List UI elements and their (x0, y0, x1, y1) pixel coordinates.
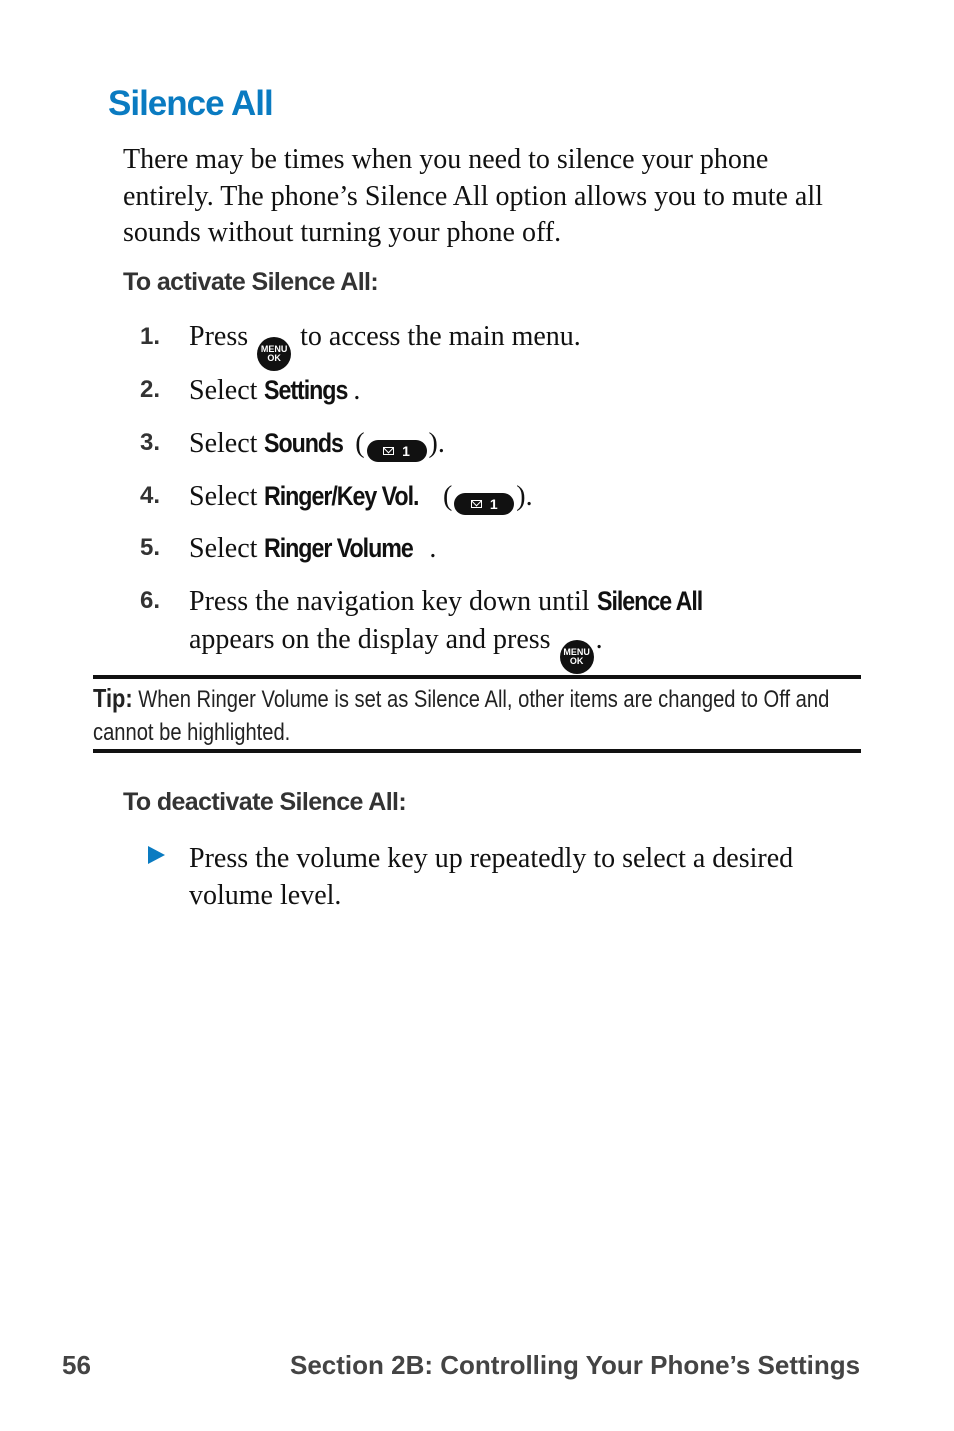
key-1-icon: 1 (367, 440, 427, 462)
step-number: 6. (140, 587, 161, 614)
step-3: 3. Select Sounds ( 1 ). (140, 424, 860, 463)
step-number: 5. (140, 534, 161, 561)
deactivate-heading: To deactivate Silence All: (123, 788, 407, 816)
step-number: 2. (140, 376, 161, 403)
intro-paragraph: There may be times when you need to silence your phone entirely. The phone’s Silence All option allows you to mute all sounds without turning your phone off. (123, 144, 823, 248)
step-2 (140, 371, 860, 410)
step-number: 4. (140, 482, 161, 509)
step-text: Press (189, 321, 249, 352)
step-text: Select (189, 375, 258, 406)
menu-option-settings: Settings (264, 375, 348, 405)
menu-option-ringer-key-vol: Ringer/Key Vol. (264, 481, 419, 511)
step-text: to access the main menu. (300, 321, 581, 352)
step-text: Select (189, 428, 258, 459)
step-text: . (353, 375, 361, 406)
menu-option-sounds: Sounds (264, 428, 344, 458)
step-text: . (429, 533, 437, 564)
step-4: 4. Select Ringer/Key Vol. ( 1 ). (140, 477, 860, 516)
tip-label: Tip: (93, 683, 133, 713)
page-title: Silence All (108, 84, 273, 123)
activate-heading: To activate Silence All: (123, 268, 379, 296)
bullet-arrow-icon (148, 846, 165, 864)
step-text: Press the navigation key down until (189, 586, 590, 617)
step-1 (140, 318, 860, 371)
tip-top-rule (93, 675, 861, 679)
bullet-text: Press the volume key up repeatedly to select a desired volume level. (189, 843, 794, 911)
menu-ok-icon: MENU OK (560, 640, 594, 674)
step-6: 6. Press the navigation key down until Silence All appears on the display and press MENU OK . (140, 582, 860, 674)
step-number: 3. (140, 429, 161, 456)
page-number: 56 (62, 1350, 91, 1380)
step-text: Select (189, 481, 258, 512)
section-title: Section 2B: Controlling Your Phone’s Settings (290, 1350, 861, 1380)
envelope-icon (471, 500, 482, 508)
step-text: appears on the display and press (189, 624, 551, 655)
deactivate-step (148, 840, 868, 914)
step-5 (140, 529, 860, 568)
tip-box (93, 682, 849, 749)
step-text: Select (189, 533, 258, 564)
menu-option-silence-all: Silence All (596, 586, 702, 616)
menu-option-ringer-volume: Ringer Volume (264, 533, 414, 563)
envelope-icon (383, 447, 394, 455)
key-1-icon: 1 (454, 493, 514, 515)
tip-text: When Ringer Volume is set as Silence All, other items are changed to Off and cannot be highlighted. (93, 686, 830, 746)
menu-ok-icon: MENU OK (257, 337, 291, 371)
step-number: 1. (140, 323, 161, 350)
tip-bottom-rule (93, 749, 861, 753)
